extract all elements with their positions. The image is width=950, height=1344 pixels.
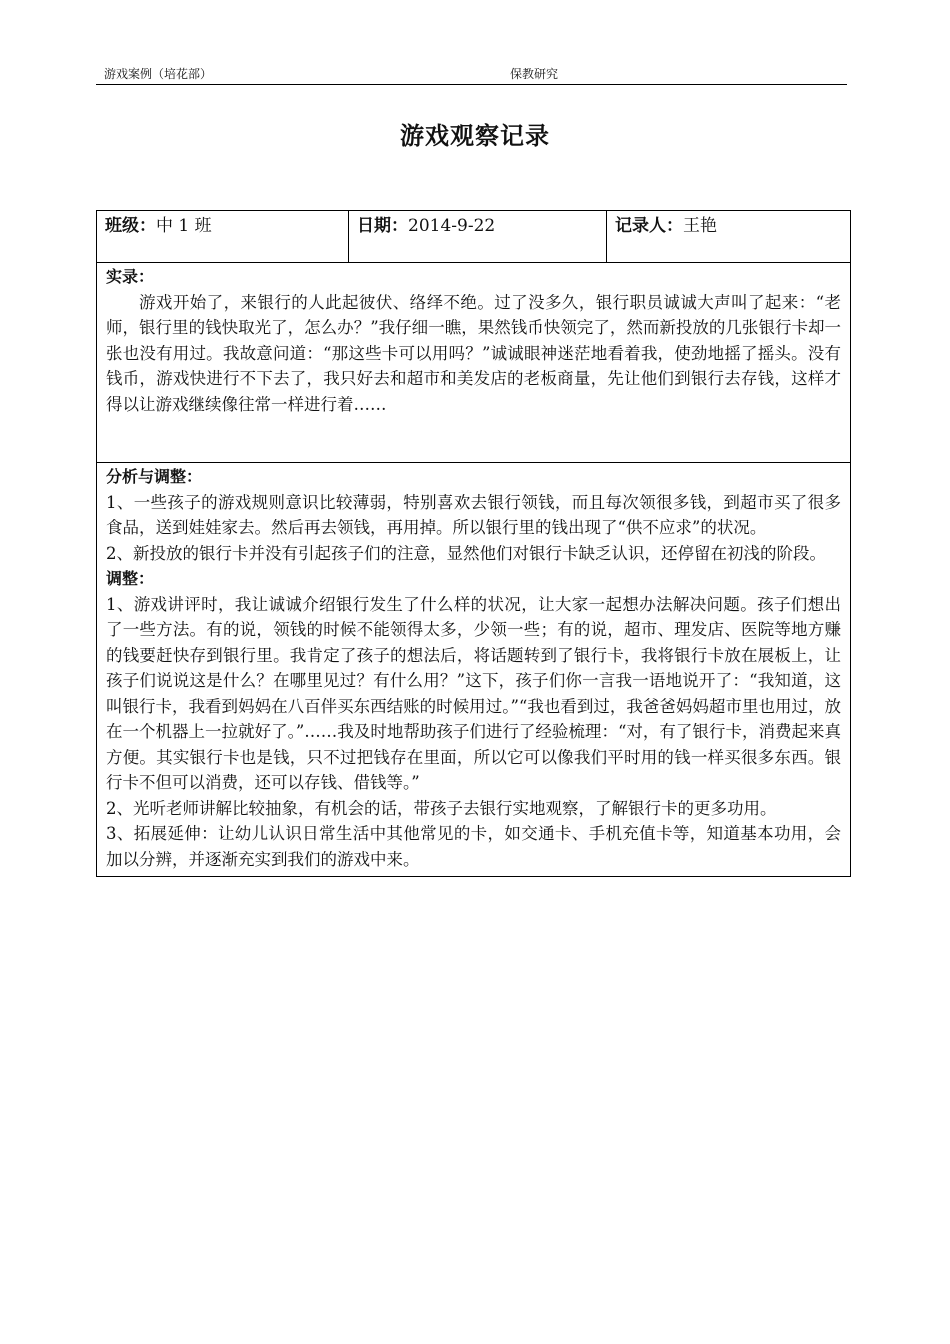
record-paragraph: 游戏开始了，来银行的人此起彼伏、络绎不绝。过了没多久，银行职员诚诚大声叫了起来：“老师，银行里的钱快取光了，怎么办？”我仔细一瞧，果然钱币快领完了，然而新投放的几张银行卡却一张也没有用过。我故意问道：“那这些卡可以用吗？”诚诚眼神迷茫地看着我，使劲地摇了摇头。没有钱币，游戏快进行不下去了，我只好去和超市和美发店的老板商量，先让他们到银行去存钱，这样才得以让游戏继续像往常一样进行着……: [106, 292, 841, 414]
analysis-point-2: 2、新投放的银行卡并没有引起孩子们的注意，显然他们对银行卡缺乏认识，还停留在初浅的阶段。: [106, 543, 826, 563]
date-value: 2014-9-22: [408, 216, 496, 236]
info-row: [97, 211, 850, 263]
adjust-heading: 调整：: [106, 569, 155, 588]
date-cell: [348, 211, 606, 262]
record-section: [97, 263, 850, 463]
analysis-point-1: 1、一些孩子的游戏规则意识比较薄弱，特别喜欢去银行领钱，而且每次领很多钱，到超市买了很多食品，送到娃娃家去。然后再去领钱，再用掉。所以银行里的钱出现了“供不应求”的状况。: [106, 492, 841, 537]
class-cell: [97, 211, 348, 262]
adjustment-1: 1、游戏讲评时，我让诚诚介绍银行发生了什么样的状况，让大家一起想办法解决问题。孩子们想出了一些方法。有的说，领钱的时候不能领得太多，少领一些；有的说，超市、理发店、医院等地方赚的钱要赶快存到银行里。我肯定了孩子的想法后，将话题转到了银行卡，我将银行卡放在展板上，让孩子们说说这是什么？在哪里见过？有什么用？”这下，孩子们你一言我一语地说开了：“我知道，这叫银行卡，我看到妈妈在八百伴买东西结账的时候用过。”“我也看到过，我爸爸妈妈超市里也用过，放在一个机器上一拉就好了。”……我及时地帮助孩子们进行了经验梳理：“对，有了银行卡，消费起来真方便。其实银行卡也是钱，只不过把钱存在里面，所以它可以像我们平时用的钱一样买很多东西。银行卡不但可以消费，还可以存钱、借钱等。”: [106, 594, 841, 792]
adjustment-3: 3、拓展延伸：让幼儿认识日常生活中其他常见的卡，如交通卡、手机充值卡等，知道基本功用，会加以分辨，并逐渐充实到我们的游戏中来。: [106, 824, 841, 869]
recorder-label: 记录人：: [615, 216, 683, 236]
recorder-cell: [606, 211, 850, 262]
analysis-heading: 分析与调整：: [106, 467, 203, 486]
header-center-text: 保教研究: [510, 67, 559, 81]
recorder-value: 王艳: [683, 216, 717, 236]
date-label: 日期：: [357, 216, 408, 236]
analysis-section: [97, 463, 850, 876]
record-heading: 实录：: [106, 267, 155, 286]
page-header: [96, 66, 847, 85]
class-label: 班级：: [105, 216, 156, 236]
document-title: 游戏观察记录: [400, 121, 550, 150]
header-left-text: 游戏案例（培花部）: [104, 67, 213, 81]
observation-table: [96, 210, 851, 877]
class-value: 中 1 班: [156, 216, 212, 236]
adjustment-2: 2、光听老师讲解比较抽象，有机会的话，带孩子去银行实地观察，了解银行卡的更多功用。: [106, 798, 777, 818]
